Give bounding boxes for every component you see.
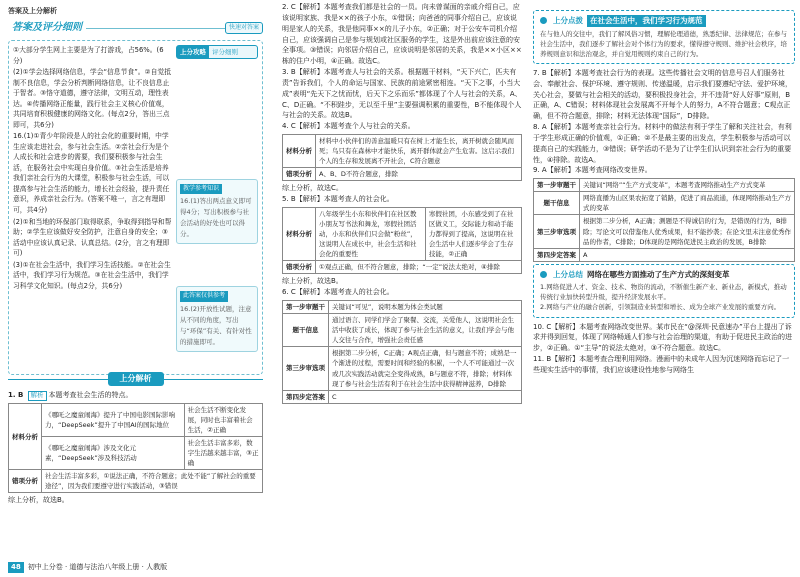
q9-table: 第一步审题干 关键词“网络”“生产方式变革”，本题考查网络推动生产方式变革 题干信息 网络直播为山区果农拓宽了销路，促进了商品流通，体现网络推动生产方式的变革 第三步审选项 根据第二步分析，A正确；测题是不得诚信的行为，是错误的行为，B排除；写论文可以借鉴他人优秀成果，但不能抄袭；在论文里未注意优秀作品的作者，C排除；D体现的是网络促进民主政治的发展，B排除 第四步定答案 A [533,178,795,261]
scoring-notes [176,45,258,370]
answer-title: 答案及评分细则 [12,22,82,34]
answer-section-title [8,20,263,36]
q4-table: 材料分析 材料中小伙伴们的善意温暖只有在树上才能生长，离开树就会随风而死；鸟只有在森林中才能快乐，离开群体就会产生危害。这启示我们个人的生存和发展离不开社会，C符合题意 错项分析 A、B、D不符合题意，排除 [282,134,522,181]
q4-text: 4. C【解析】本题考查个人与社会的关系。 [282,122,415,131]
q1-block: 1. B 解析 本题考查社会生活的特点。 材料分析 《哪吒之魔童闹海》提升了中国电影国际影响力，“DeepSeek”提升了中国AI的国际地位 社会生活不断变化发展，同时也丰富着社会生活，②正确 《哪吒之魔童闹海》涉及文化元素，“DeepSeek”涉及科技活动 社会生活丰富多彩，数字生活越来越丰富，③正确 错项分析 社会生活丰富多彩，①说法正确，不符合题意；此处不能“了解社会的重要途径”，因为我们要遵守进行实践活动，③错误 综上分析，故选B。 [8,390,263,506]
strategy-tag: 上分攻略 评分细则 [176,45,258,59]
q7-text: 7. B【解析】本题考查社会行为的表现。这些传播社会文明的信息号召人们服务社会、奉献社会、保护环境、遵守规则、传递温暖，启示我们要遵纪守法、爱护环境，关心社会，要做与社会相关的活动，要积极投身社会，并不违背“好人好事”原则，B正确，A、C错误；材料体现社会发展离不开每个人的努力，A不符合题意；C观点正确，但不符合题意，排除；材料无法体现“国际”，D排除。 [533,68,792,121]
answer-para: 16.(1)①青少年阶段是人的社会化的重要时期，中学生应该走进社会，参与社会生活。②亲社会行为是个人成长和社会进步的需要，我们要积极参与社会生活，在服务社会中实现自身价值。③社会生活是培养我们亲社会行为的大课堂，积极参与社会生活，可以提高参与社会生活的能力，增长社会经验，提升责任意识，养成亲社会行为。(答案不唯一，言之有理即可，共4分) [13,132,170,214]
bulb-icon [540,17,547,24]
page-header: 答案及上分解析 [8,7,57,15]
footer-text: 初中上分卷 · 道德与法治八年级上册 · 人教版 [27,563,168,572]
q6-table: 第一步审题干 关键词“可见”，说明本题为体会类试题 题干信息 通过语言、同学们学会了聚餐、交流，关爱他人，这说明社会生活中收获了成长，体现了参与社会生活的意义，让我们学会与他人交往与合作，增强社会责任感 第三步审选项 根据第二步分析，C正确；A观点正确，但与题意不符；成熟是一个渐进的过程，需要时间和经验的积累，一个人不可能通过一次或几次实践活动就完全变得成熟，B与题意不符，排除；材料体现了参与社会生活有利于在社会生活中获得精神滋养，D排除 第四步定答案 C [282,300,522,404]
analysis-banner [8,372,263,386]
answer-tag: 快速对答案 [225,22,263,33]
q1-table: 材料分析 《哪吒之魔童闹海》提升了中国电影国际影响力，“DeepSeek”提升了中国AI的国际地位 社会生活不断变化发展，同时也丰富着社会生活，②正确 《哪吒之魔童闹海》涉及文化元素，“DeepSeek”涉及科技活动 社会生活丰富多彩，数字生活越来越丰富，③正确 错项分析 社会生活丰富多彩，①说法正确，不符合题意；此处不能“了解社会的重要途径”，因为我们要遵守进行实践活动，③错误 [8,403,263,494]
q8-text: 8. A【解析】本题考查亲社会行为。材料中的做法有利于学生了解和关注社会，有利于学生形成正确的价值观，①正确；②不是最主要的出发点，学生积极参与活动可以提高自己的实践能力，③错误；研学活动不是为了让学生们认识到亲社会行为的重要性，④排除。故选A。 [533,123,792,164]
note-box-1: 教学参考知识 16.(1)答出两点意义即可得4分；写出积极参与社会活动的好处也可以得分。 [176,179,258,244]
page-footer [8,562,167,573]
tip-box-2: 上分总结 网络在哪些方面推动了生产方式的深刻变革 1.网络促进人才、资金、技术、物资的流动，不断催生新产业、新业态，新模式，推动传统行业加快转型升级，提升经济发展水平。 2.网络与产业的融合创新，引领制造业转型和增长、成为全球产业发展的重要方向。 [533,264,795,318]
column-analysis-3 [533,8,795,376]
q6-text: 6. C【解析】本题考查人的社会化。 [282,288,394,297]
q9-text: 9. A【解析】本题考查网络改变世界。 [533,166,652,175]
analysis-title: 上分解析 [108,372,164,386]
bulb-icon [540,271,547,278]
q2-text: 2. C【解析】本题考查我们都是社会的一员。向未曾谋面的亲戚介绍自己，应该说明家族、我是××的孩子小东，①错误；向爸爸的同事介绍自己，应该说明是家人的关系，我是他同事××的儿子小东，②正确；对于公安车司机介绍自己，应该强调自己是参与规划或社区服务的学生，这是外出前应该注意的安全事项。③错误；向邻居介绍自己，应该说明是邻居的关系，我是××小区××栋的住户小明，④正确。故选C。 [282,3,522,66]
answer-para: (2)①和当地的环保部门取得联系，争取得到指导和帮助；②学生应该做好安全防护，注意自身的安全；③活动中应该认真记录、认真总结。(2分，言之有理即可) [13,217,172,258]
answer-box [8,40,263,375]
q3-text: 3. B【解析】本题考查人与社会的关系。根据题干材料，“天下兴亡，匹夫有责”告诉我们，个人的命运与国家、民族的前途紧密相连。“天下之事，小当大成”表明“先天下之忧而忧，后天下之乐而乐”都体现了个人与社会的关系，A、C、D正确。“不积跬步，无以至千里”主要强调积累的重要性，B不能体现个人与社会的关系。故选B。 [282,68,522,120]
answer-para: ①大部分学生网上主要是为了打游戏，占56%。(6分) [13,46,164,65]
column-analysis-2: 2. C【解析】本题考查我们都是社会的一员。向未曾谋面的亲戚介绍自己，应该说明家族、我是××的孩子小东，①错误；向爸爸的同事介绍自己，应该说明是家人的关系，我是他同事××的儿子小东，②正确；对于公安车司机介绍自己，应该强调自己是参与规划或社区服务的学生，这是外出前应该注意的安全事项。③错误；向邻居介绍自己，应该说明是邻居的关系，我是××小区××栋的住户小明，④正确。故选C。 3. B【解析】本题考查人与社会的关系。根据题干材料，“天下兴亡，匹夫有责”告诉我们，个人的命运与国家、民族的前途紧密相连。“天下之事，小当大成”表明“先天下之忧而忧，后天下之乐而乐”都体现了个人与社会的关系，A、C、D正确。“不积跬步，无以至千里”主要强调积累的重要性，B不能体现个人与社会的关系。故选B。 4. C【解析】本题考查个人与社会的关系。 材料分析 材料中小伙伴们的善意温暖只有在树上才能生长，离开树就会随风而死；鸟只有在森林中才能快乐，离开群体就会产生危害。这启示我们个人的生存和发展离不开社会，C符合题意 错项分析 A、B、D不符合题意，排除 综上分析，故选C。 5. B【解析】本题考查人的社会化。 材料分析 八年级学生小东和伙伴们在社区教小朋友写书法和舞龙，寒假社团活动，小东和伙伴们只会做“粉丝”，这说明人在成长中，社会生活和社会化的重要性 寒假社团，小东感受到了在社区做义工，交际能力和动手能力都得到了提高，这说明在社会生活中人们逐步学会了生存技能，②正确 错项分析 ①观点正确，但不符合题意，排除；“一定”说法太绝对，④排除 综上分析，故选B。 6. C【解析】本题考查人的社会化。 第一步审题干 关键词“可见”，说明本题为体会类试题 题干信息 通过语言、同学们学会了聚餐、交流，关爱他人，这说明社会生活中收获了成长，体现了参与社会生活的意义，让我们学会与他人交往与合作，增强社会责任感 第三步审选项 根据第二步分析，C正确；A观点正确，但与题意不符；成熟是一个渐进的过程，需要时间和经验的积累，一个人不可能通过一次或几次实践活动就完全变得成熟，B与题意不符，排除；材料体现了参与社会生活有利于在社会生活中获得精神滋养，D排除 第四步定答案 C [282,2,522,406]
column-answers [8,20,263,375]
answer-text [13,45,172,370]
answer-para: (2)①学会选择网络信息，学会“信息节食”。②自觉抵制不良信息，学会分析判断网络信息，让不良信息止于智者。③恪守道德，遵守法律，文明互动，理性表达。④传播网络正能量，践行社会主义核心价值观，共同培育积极健康的网络文化。(每点2分，答出三点即可，共6分) [13,68,171,129]
answer-para: (3)①在社会生活中，我们学习生活技能。②在社会生活中，我们学习行为规范。③在社会生活中，我们学习科学文化知识。(每点2分，共6分) [13,260,171,290]
q5-text: 5. B【解析】本题考查人的社会化。 [282,195,394,204]
q5-table: 材料分析 八年级学生小东和伙伴们在社区教小朋友写书法和舞龙，寒假社团活动，小东和伙伴们只会做“粉丝”，这说明人在成长中，社会生活和社会化的重要性 寒假社团，小东感受到了在社区做义工，交际能力和动手能力都得到了提高，这说明在社会生活中人们逐步学会了生存技能，②正确 错项分析 ①观点正确，但不符合题意，排除；“一定”说法太绝对，④排除 [282,207,522,274]
q10-text: 10. C【解析】本题考查网络改变世界。某市民在“@深圳·民意速办”平台上提出了诉求并得到回复，体现了网络畅通人们参与社会治理的渠道，有助于促进民主政治的进步，②正确。①“主导”的说法太绝对，③不符合题意。故选C。 [533,322,792,353]
q11-text: 11. B【解析】本题考查合理利用网络。漫画中的未成年人因为沉迷网络而忘记了一些现实生活中的事情，我们应该建设性地参与网络生 [533,355,790,374]
note-box-2: 此答案仅供参考 16.(2)开放性试题，注意从不同的角度，写出与“环保”有关、有针对性的措施即可。 [176,286,258,351]
tip-box-1: 上分点拨 在社会生活中，我们学习行为规范 在与他人的交往中，我们了解风俗习惯，理解伦理道德，熟悉纪律、法律规范；在参与社会生活中，我们逐步了解社会对个体行为的要求，懂得遵守规则、维护社会秩序，培养规则意识和法治观念，并自觉用规则约束自己的行为。 [533,10,795,64]
page-number: 48 [8,562,24,573]
